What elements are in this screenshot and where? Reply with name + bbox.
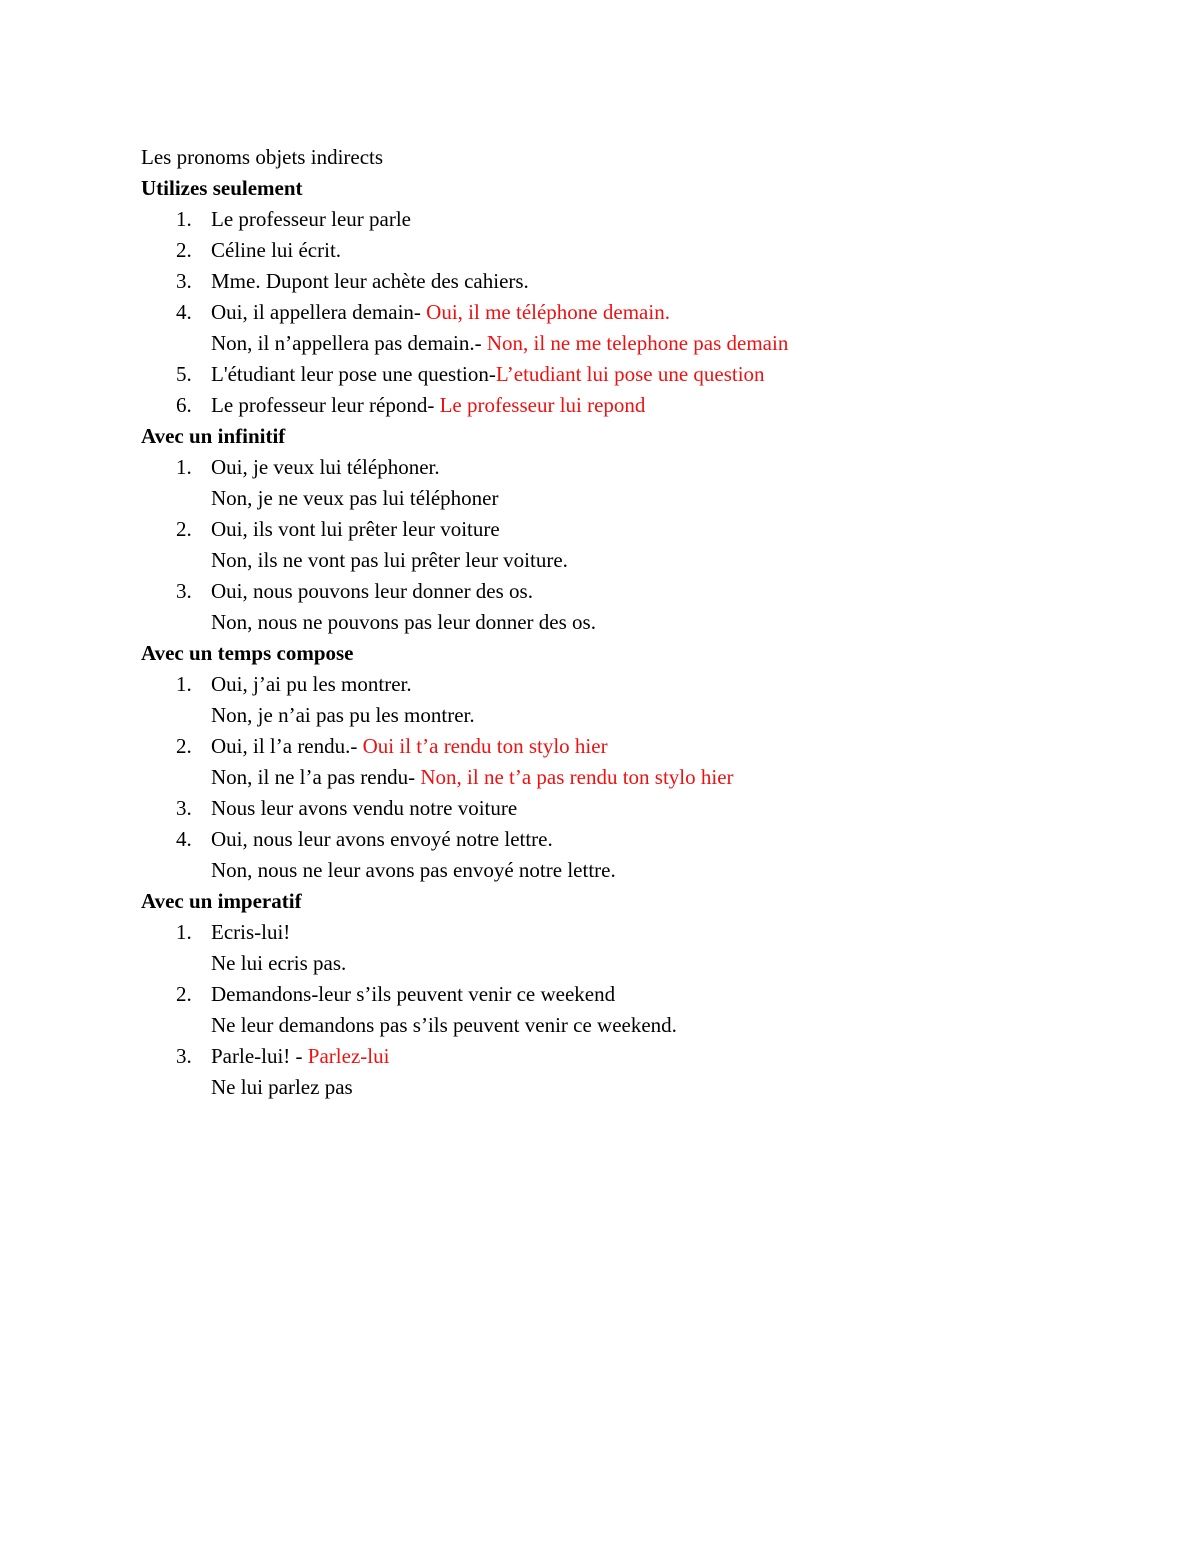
list-item	[141, 576, 1141, 607]
list-item	[141, 793, 1141, 824]
list-item	[141, 979, 1141, 1010]
list-item	[141, 297, 1141, 328]
sentence-text: Oui, nous pouvons leur donner des os.	[211, 579, 533, 603]
answer-text: Non, il ne me telephone pas demain	[486, 331, 789, 355]
sentence-text: Céline lui écrit.	[211, 238, 342, 262]
list-item	[141, 514, 1141, 545]
list-item-number: 1.	[176, 672, 192, 696]
sentence-text: L'étudiant leur pose une question-	[211, 362, 496, 386]
list-item	[141, 359, 1141, 390]
sentence-text: Non, il n’appellera pas demain.-	[211, 331, 487, 355]
list-item	[141, 452, 1141, 483]
list-item-continuation	[141, 545, 1141, 576]
list-item-continuation	[141, 1010, 1141, 1041]
list-item-number: 1.	[176, 920, 192, 944]
list-item-number: 2.	[176, 734, 192, 758]
sentence-text: Oui, il l’a rendu.-	[211, 734, 363, 758]
sentence-text: Non, nous ne pouvons pas leur donner des os.	[211, 610, 596, 634]
sentence-text: Oui, j’ai pu les montrer.	[211, 672, 412, 696]
sentence-text: Oui, je veux lui téléphoner.	[211, 455, 440, 479]
sentence-text: Ne leur demandons pas s’ils peuvent venir ce weekend.	[211, 1013, 677, 1037]
list-item-continuation	[141, 1072, 1141, 1103]
list-item-number: 5.	[176, 362, 192, 386]
list-item-number: 1.	[176, 207, 192, 231]
list-item-continuation	[141, 483, 1141, 514]
sentence-text: Non, je ne veux pas lui téléphoner	[211, 486, 499, 510]
answer-text: Oui il t’a rendu ton stylo hier	[362, 734, 608, 758]
document-content	[141, 142, 1141, 1103]
answer-text: Parlez-lui	[307, 1044, 390, 1068]
list-item	[141, 824, 1141, 855]
sentence-text: Non, il ne l’a pas rendu-	[211, 765, 421, 789]
answer-text: Le professeur lui repond	[439, 393, 646, 417]
sentence-text: Demandons-leur s’ils peuvent venir ce weekend	[211, 982, 616, 1006]
list-item-continuation	[141, 607, 1141, 638]
list-item-continuation	[141, 328, 1141, 359]
section-heading: Avec un infinitif	[141, 424, 286, 448]
sentence-text: Ne lui parlez pas	[211, 1075, 353, 1099]
document-title: Les pronoms objets indirects	[141, 145, 384, 169]
list-item-continuation	[141, 948, 1141, 979]
list-item	[141, 266, 1141, 297]
sentence-text: Le professeur leur parle	[211, 207, 411, 231]
sentence-text: Parle-lui! -	[211, 1044, 308, 1068]
sentence-text: Oui, ils vont lui prêter leur voiture	[211, 517, 500, 541]
sentence-text: Non, nous ne leur avons pas envoyé notre lettre.	[211, 858, 616, 882]
list-item	[141, 235, 1141, 266]
list-item-number: 3.	[176, 796, 192, 820]
list-item-number: 2.	[176, 982, 192, 1006]
answer-text: Oui, il me téléphone demain.	[426, 300, 670, 324]
sentence-text: Nous leur avons vendu notre voiture	[211, 796, 518, 820]
list-item-number: 1.	[176, 455, 192, 479]
section-heading: Avec un imperatif	[141, 889, 302, 913]
sentence-text: Non, ils ne vont pas lui prêter leur voiture.	[211, 548, 568, 572]
sentence-text: Mme. Dupont leur achète des cahiers.	[211, 269, 529, 293]
section-heading: Avec un temps compose	[141, 641, 354, 665]
sentence-text: Oui, nous leur avons envoyé notre lettre.	[211, 827, 553, 851]
list-item	[141, 1041, 1141, 1072]
sentence-text: Oui, il appellera demain-	[211, 300, 427, 324]
sentence-text: Le professeur leur répond-	[211, 393, 440, 417]
list-item-number: 4.	[176, 300, 192, 324]
list-item-number: 4.	[176, 827, 192, 851]
list-item-number: 3.	[176, 269, 192, 293]
section-heading: Utilizes seulement	[141, 176, 303, 200]
answer-text: Non, il ne t’a pas rendu ton stylo hier	[420, 765, 734, 789]
list-item	[141, 204, 1141, 235]
list-item	[141, 917, 1141, 948]
sentence-text: Ecris-lui!	[211, 920, 291, 944]
list-item	[141, 390, 1141, 421]
list-item	[141, 669, 1141, 700]
list-item-continuation	[141, 700, 1141, 731]
list-item-continuation	[141, 762, 1141, 793]
list-item	[141, 731, 1141, 762]
list-item-continuation	[141, 855, 1141, 886]
sentence-text: Non, je n’ai pas pu les montrer.	[211, 703, 475, 727]
list-item-number: 2.	[176, 517, 192, 541]
list-item-number: 3.	[176, 579, 192, 603]
list-item-number: 3.	[176, 1044, 192, 1068]
sections-container	[141, 173, 1141, 1103]
list-item-number: 2.	[176, 238, 192, 262]
answer-text: L’etudiant lui pose une question	[495, 362, 765, 386]
sentence-text: Ne lui ecris pas.	[211, 951, 347, 975]
list-item-number: 6.	[176, 393, 192, 417]
